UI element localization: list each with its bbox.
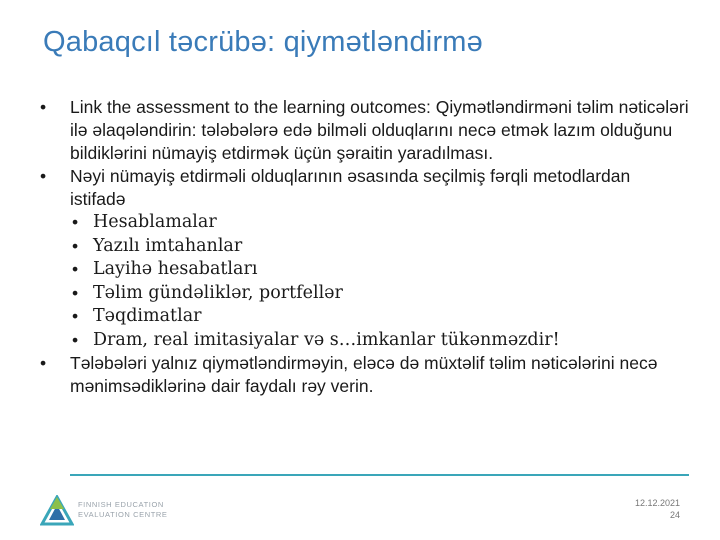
sub-bullet-marker: • [72,259,79,279]
logo-wordmark [78,500,168,520]
bullet-marker: • [40,166,47,186]
sub-bullet-marker: • [72,235,79,256]
slide-content [0,96,720,398]
sub-bullet-item [0,258,693,282]
sub-bullet-text: Dram, real imitasiyalar və s…imkanlar tükənməzdir! [93,329,560,350]
slide-date: 12.12.2021 [634,498,680,508]
sub-bullet-item [0,235,693,259]
slide-title: Qabaqcıl təcrübə: qiymətləndirmə [43,26,483,58]
sub-bullet-text: Hesablamalar [93,212,217,232]
bullet-text: Link the assessment to the learning outcomes: Qiymətləndirməni təlim nəticələri ilə əlaqələndirin: tələbələrə edə bilməli olduqlarını necə etmək lazım olduğunu bildiklərini nümayiş etdirmək üçün şəraitin yaradılması. [70,97,689,163]
sub-bullet-text: Yazılı imtahanlar [93,235,243,256]
bullet-text: Nəyi nümayiş etdirməli olduqlarının əsasında seçilmiş fərqli metodlardan istifadə [70,166,631,209]
sub-bullet-item [0,329,693,353]
sub-bullet-text: Təqdimatlar [93,306,202,326]
logo-line-1: FINNISH EDUCATION [78,500,164,509]
sub-bullet-item [0,282,693,306]
bullet-item [0,96,690,165]
bullet-marker: • [40,353,47,373]
sub-bullet-item [0,211,693,235]
page-number: 24 [669,510,680,520]
sub-bullet-marker: • [72,306,79,326]
sub-bullet-marker: • [72,329,79,350]
bullet-text: Tələbələri yalnız qiymətləndirməyin, eləcə də müxtəlif təlim nəticələrini necə mənimsədiklərinə dair faydalı rəy verin. [70,353,658,396]
feec-logo-icon [40,495,74,529]
bullet-item-last [0,352,690,398]
logo-line-2: EVALUATION CENTRE [78,510,168,519]
sub-bullet-item [0,305,693,329]
footer-divider [70,474,689,476]
sub-bullet-text: Layihə hesabatları [93,259,258,279]
bullet-marker: • [40,97,47,117]
sub-bullet-marker: • [72,212,79,232]
sub-bullet-text: Təlim gündəliklər, portfellər [93,282,343,303]
sub-bullet-marker: • [72,282,79,303]
footer-meta [635,497,680,521]
bullet-item [0,165,690,211]
